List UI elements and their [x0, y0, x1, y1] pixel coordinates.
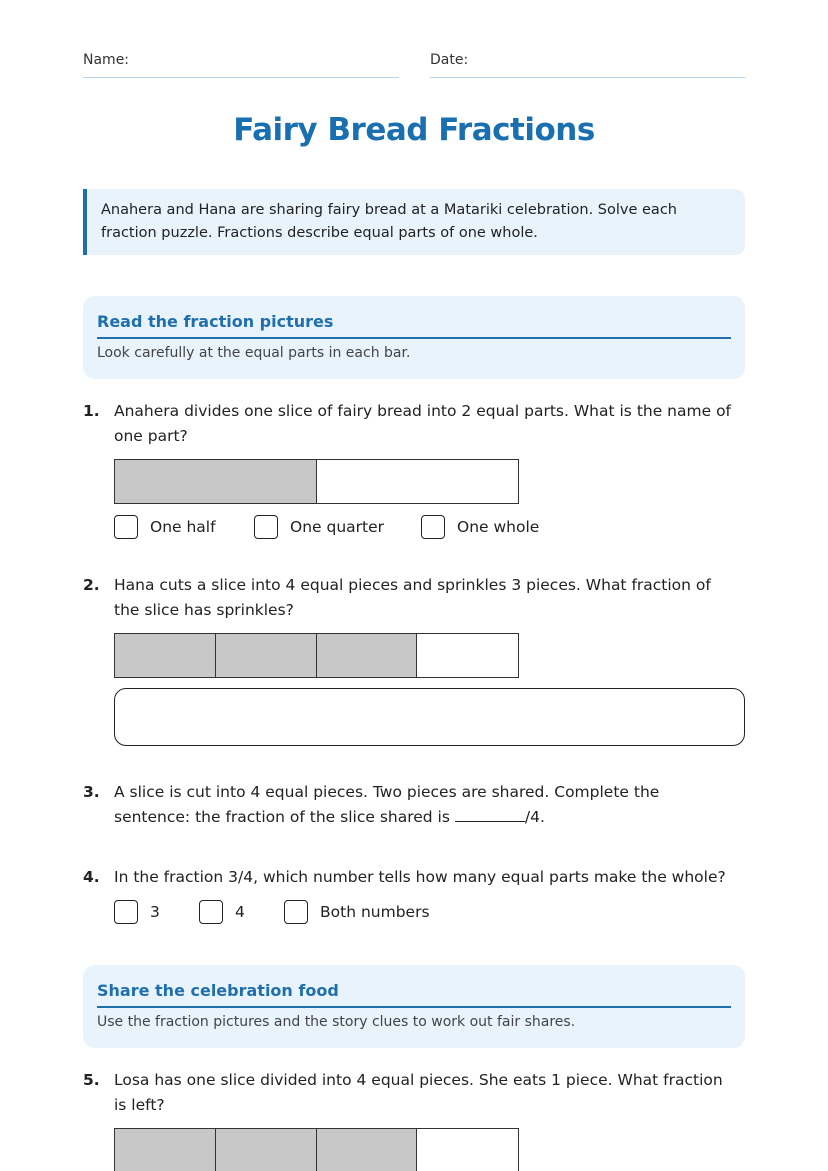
bar-part-shaded — [317, 1129, 418, 1171]
option-3[interactable] — [114, 898, 160, 926]
option-label: One half — [150, 518, 216, 536]
option-one-whole[interactable] — [421, 513, 539, 541]
option-4[interactable] — [199, 898, 245, 926]
intro-callout: Anahera and Hana are sharing fairy bread at a Matariki celebration. Solve each fraction puzzle. Fractions describe equal parts of one whole. — [83, 189, 745, 255]
question-text: Hana cuts a slice into 4 equal pieces and sprinkles 3 pieces. What fraction of the slice has sprinkles? — [114, 576, 711, 619]
checkbox[interactable] — [199, 900, 223, 924]
section-title: Share the celebration food — [97, 981, 731, 1008]
options-q1 — [114, 513, 574, 541]
fraction-bar-q2 — [114, 633, 519, 678]
option-one-half[interactable] — [114, 513, 216, 541]
bar-part-shaded — [216, 1129, 317, 1171]
checkbox[interactable] — [284, 900, 308, 924]
bar-part-shaded — [317, 634, 418, 677]
section-title: Read the fraction pictures — [97, 312, 731, 339]
question-5 — [83, 1068, 745, 1118]
option-both-numbers[interactable] — [284, 898, 430, 926]
bar-part-shaded — [216, 634, 317, 677]
checkbox[interactable] — [114, 515, 138, 539]
name-label: Name: — [83, 52, 130, 68]
question-text: Anahera divides one slice of fairy bread into 2 equal parts. What is the name of one part? — [114, 402, 732, 445]
option-label: One quarter — [290, 518, 385, 536]
options-q4 — [114, 898, 474, 926]
fraction-bar-q1 — [114, 459, 519, 504]
fraction-bar-q5 — [114, 1128, 519, 1171]
option-one-quarter[interactable] — [254, 513, 384, 541]
bar-part-shaded — [115, 460, 317, 503]
option-label: 4 — [235, 903, 245, 921]
question-text — [114, 780, 739, 830]
checkbox[interactable] — [114, 900, 138, 924]
question-3 — [83, 780, 745, 830]
bar-part-empty — [417, 1129, 518, 1171]
bar-part-empty — [317, 460, 519, 503]
question-number: 4. — [83, 868, 100, 886]
option-label: 3 — [150, 903, 160, 921]
question-number: 2. — [83, 576, 100, 594]
date-label: Date: — [430, 52, 469, 68]
question-number: 1. — [83, 402, 100, 420]
question-1 — [83, 399, 745, 449]
question-text: Losa has one slice divided into 4 equal pieces. She eats 1 piece. What fraction is left? — [114, 1071, 723, 1114]
page-title: Fairy Bread Fractions — [233, 112, 595, 148]
section-read-pictures — [83, 296, 745, 379]
section-subtitle: Use the fraction pictures and the story clues to work out fair shares. — [97, 1014, 576, 1030]
bar-part-shaded — [115, 1129, 216, 1171]
section-share-food — [83, 965, 745, 1048]
question-4 — [83, 865, 745, 890]
option-label: Both numbers — [320, 903, 430, 921]
bar-part-shaded — [115, 634, 216, 677]
question-text-before: A slice is cut into 4 equal pieces. Two pieces are shared. Complete the sentence: the fraction of the slice shared is — [114, 783, 660, 826]
question-number: 3. — [83, 783, 100, 801]
question-2 — [83, 573, 745, 623]
question-text: In the fraction 3/4, which number tells how many equal parts make the whole? — [114, 868, 726, 886]
checkbox[interactable] — [421, 515, 445, 539]
question-text-after: /4. — [524, 808, 545, 826]
bar-part-empty — [417, 634, 518, 677]
answer-blank[interactable] — [455, 805, 525, 822]
answer-box-q2[interactable] — [114, 688, 745, 746]
name-field[interactable] — [83, 52, 399, 78]
date-field[interactable] — [430, 52, 745, 78]
section-subtitle: Look carefully at the equal parts in each bar. — [97, 345, 411, 361]
header-fields — [83, 52, 745, 78]
question-number: 5. — [83, 1071, 100, 1089]
checkbox[interactable] — [254, 515, 278, 539]
option-label: One whole — [457, 518, 540, 536]
